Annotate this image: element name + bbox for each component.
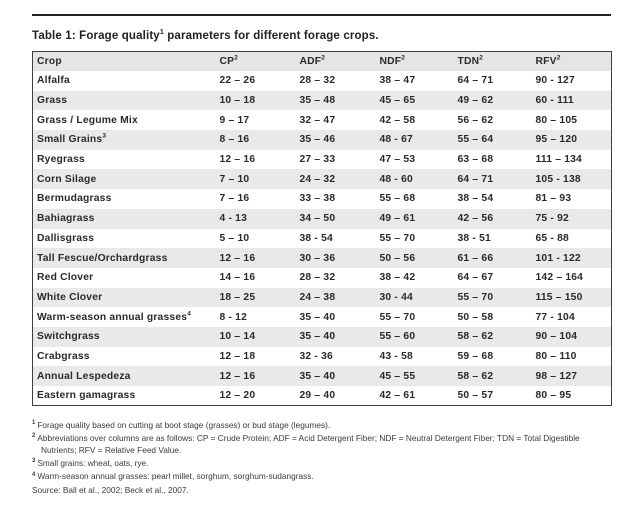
cell-tdn: 50 – 57: [457, 390, 494, 402]
table-row: [33, 130, 612, 150]
table-header-row: [33, 51, 612, 71]
cell-rfv: 77 - 104: [535, 311, 575, 323]
cell-adf: 27 – 33: [299, 154, 336, 166]
table-title-pre: Table 1: Forage quality: [32, 29, 160, 42]
table-row: [33, 307, 612, 327]
cell-rfv: 142 – 164: [535, 272, 584, 284]
cell-ndf: 49 – 61: [379, 213, 416, 225]
column-header-ndf: NDF$^2$: [378, 51, 456, 71]
cell-crop: Annual Lespedeza: [37, 370, 131, 382]
cell-cp: 10 – 14: [219, 331, 256, 343]
cell-rfv: 81 – 93: [535, 193, 572, 205]
cell-adf: 35 – 46: [299, 134, 336, 146]
cell-cp: 10 – 18: [219, 95, 256, 107]
footnote-2-marker: 2: [32, 433, 36, 440]
table-row: [33, 386, 612, 406]
top-rule: [32, 14, 611, 16]
cell-cp: 9 – 17: [219, 114, 250, 126]
table-row: [33, 189, 612, 209]
footnotes-section: [32, 419, 611, 496]
footnote-1: [32, 419, 611, 431]
table-title-superscript: 1: [159, 29, 164, 36]
cell-rfv: 115 – 150: [535, 291, 583, 303]
cell-cp: 12 – 16: [219, 154, 256, 166]
cell-cp: 12 – 16: [219, 252, 256, 264]
footnote-4: [32, 470, 611, 482]
cell-rfv: 105 - 138: [535, 173, 581, 185]
footnote-4-marker: 4: [32, 471, 36, 478]
cell-tdn: 49 – 62: [457, 95, 494, 107]
table-title: [32, 29, 612, 42]
cell-ndf: 48 - 60: [379, 173, 413, 185]
cell-adf: 32 – 47: [299, 114, 336, 126]
cell-ndf: 43 - 58: [379, 350, 413, 362]
cell-adf: 34 – 50: [299, 213, 336, 225]
column-header-adf: ADF$^2$: [298, 51, 378, 71]
table-row: [33, 91, 612, 111]
cell-rfv: 111 – 134: [535, 154, 582, 166]
cell-rfv: 101 - 122: [535, 252, 581, 264]
table-row: [33, 288, 612, 308]
cell-adf: 35 – 40: [299, 370, 336, 382]
source-line: Source: Ball et al., 2002; Beck et al., 2007.: [32, 485, 189, 496]
cell-adf: 30 – 36: [299, 252, 336, 264]
cell-cp: 12 – 16: [219, 370, 256, 382]
footnote-3-text: Small grains: wheat, oats, rye.: [37, 458, 149, 469]
cell-cp: 12 – 18: [219, 350, 256, 362]
cell-rfv: 80 – 95: [535, 390, 572, 402]
table-row: [33, 209, 612, 229]
cell-tdn: 64 – 71: [457, 173, 494, 185]
cell-crop: White Clover: [37, 291, 103, 303]
cell-ndf: 55 – 70: [379, 311, 416, 323]
cell-adf: 32 - 36: [299, 350, 333, 362]
cell-adf: 28 – 32: [299, 272, 336, 284]
cell-ndf: 30 - 44: [379, 291, 413, 303]
footnote-2-text: Abbreviations over columns are as follows: CP = Crude Protein; ADF = Acid Detergent Fiber; NDF = Neutral Detergent Fiber; TDN = Total Digestible Nutrients; RFV = Relative Feed Value.: [37, 433, 580, 456]
cell-crop: Small Grains$^3$: [37, 133, 107, 146]
cell-crop: Bahiagrass: [37, 213, 95, 225]
cell-crop: Alfalfa: [37, 75, 70, 87]
cell-tdn: 64 – 67: [457, 272, 494, 284]
cell-adf: 33 – 38: [299, 193, 336, 205]
cell-rfv: 90 - 127: [535, 75, 575, 87]
column-header-cp: $CP^2$: [218, 51, 298, 71]
cell-crop: Bermudagrass: [37, 193, 112, 205]
cell-tdn: 58 – 62: [457, 331, 494, 343]
cell-adf: 24 – 32: [299, 173, 336, 185]
table-row: [33, 327, 612, 347]
cell-cp: 14 – 16: [219, 272, 256, 284]
cell-ndf: 45 – 55: [379, 370, 416, 382]
cell-cp: 7 – 10: [219, 173, 250, 185]
column-header-tdn: TDN$^2$: [456, 51, 534, 71]
cell-tdn: 55 – 70: [457, 291, 494, 303]
column-header-rfv: RFV$^2$: [534, 51, 612, 71]
cell-cp: 4 - 13: [219, 213, 248, 225]
table-row: [33, 366, 612, 386]
table-row: [33, 150, 612, 170]
cell-cp: 7 – 16: [219, 193, 250, 205]
cell-ndf: 50 – 56: [379, 252, 416, 264]
cell-cp: 5 – 10: [219, 232, 250, 244]
cell-ndf: 48 - 67: [379, 134, 413, 146]
cell-cp: 8 - 12: [219, 311, 248, 323]
cell-ndf: 55 – 70: [379, 232, 416, 244]
cell-adf: 28 – 32: [299, 75, 336, 87]
cell-adf: 38 - 54: [299, 232, 333, 244]
cell-ndf: 38 – 47: [379, 75, 416, 87]
table-row: [33, 71, 612, 91]
cell-adf: 35 – 40: [299, 331, 336, 343]
cell-ndf: 55 – 60: [379, 331, 416, 343]
footnote-2: [32, 432, 611, 456]
cell-rfv: 98 – 127: [535, 370, 578, 382]
cell-adf: 35 – 48: [299, 95, 336, 107]
table-row: [33, 110, 612, 130]
cell-rfv: 80 – 105: [535, 114, 578, 126]
cell-adf: 29 – 40: [299, 390, 336, 402]
cell-rfv: 60 - 111: [535, 95, 574, 107]
cell-crop: Ryegrass: [37, 154, 85, 166]
cell-crop: Dallisgrass: [37, 232, 95, 244]
table-row: [33, 229, 612, 249]
cell-tdn: 50 – 58: [457, 311, 494, 323]
footnote-1-text: Forage quality based on cutting at boot stage (grasses) or bud stage (legumes).: [37, 420, 331, 431]
table-body: [33, 71, 612, 406]
table-row: [33, 248, 612, 268]
cell-rfv: 90 – 104: [535, 331, 578, 343]
table-row: [33, 347, 612, 367]
cell-crop: Grass: [37, 95, 68, 107]
cell-cp: 8 – 16: [219, 134, 250, 146]
cell-tdn: 63 – 68: [457, 154, 494, 166]
cell-ndf: 45 – 65: [379, 95, 416, 107]
footnote-3-marker: 3: [32, 458, 36, 465]
cell-cp: 12 – 20: [219, 390, 256, 402]
cell-tdn: 56 – 62: [457, 114, 494, 126]
cell-tdn: 58 – 62: [457, 370, 494, 382]
cell-crop: Eastern gamagrass: [37, 390, 136, 402]
forage-quality-table: [32, 51, 612, 406]
table-row: [33, 268, 612, 288]
cell-ndf: 38 – 42: [379, 272, 416, 284]
footnote-3: [32, 457, 611, 469]
cell-tdn: 42 – 56: [457, 213, 494, 225]
cell-adf: 24 – 38: [299, 291, 336, 303]
cell-crop: Crabgrass: [37, 350, 90, 362]
footnote-4-text: Warm-season annual grasses: pearl millet, sorghum, sorghum-sudangrass.: [37, 471, 314, 482]
cell-ndf: 42 – 58: [379, 114, 416, 126]
cell-rfv: 75 - 92: [535, 213, 569, 225]
cell-rfv: 80 – 110: [535, 350, 577, 362]
table-row: [33, 169, 612, 189]
cell-tdn: 38 – 54: [457, 193, 494, 205]
cell-tdn: 59 – 68: [457, 350, 494, 362]
cell-crop: Corn Silage: [37, 173, 97, 185]
cell-ndf: 55 – 68: [379, 193, 416, 205]
cell-crop: Red Clover: [37, 272, 94, 284]
cell-rfv: 95 – 120: [535, 134, 578, 146]
cell-tdn: 64 – 71: [457, 75, 494, 87]
cell-tdn: 55 – 64: [457, 134, 494, 146]
cell-crop: Switchgrass: [37, 331, 100, 343]
cell-adf: 35 – 40: [299, 311, 336, 323]
cell-crop: Tall Fescue/Orchardgrass: [37, 252, 168, 264]
cell-crop: Warm-season annual grasses$^4$: [37, 310, 192, 323]
cell-cp: 18 – 25: [219, 291, 256, 303]
cell-ndf: 47 – 53: [379, 154, 416, 166]
cell-crop: Grass / Legume Mix: [37, 114, 138, 126]
cell-cp: 22 – 26: [219, 75, 256, 87]
cell-tdn: 61 – 66: [457, 252, 494, 264]
cell-rfv: 65 - 88: [535, 232, 569, 244]
cell-ndf: 42 – 61: [379, 390, 416, 402]
table-title-post: parameters for different forage crops.: [163, 29, 379, 42]
footnote-1-marker: 1: [32, 420, 36, 427]
column-header-crop: Crop: [33, 51, 218, 71]
cell-tdn: 38 - 51: [457, 232, 491, 244]
